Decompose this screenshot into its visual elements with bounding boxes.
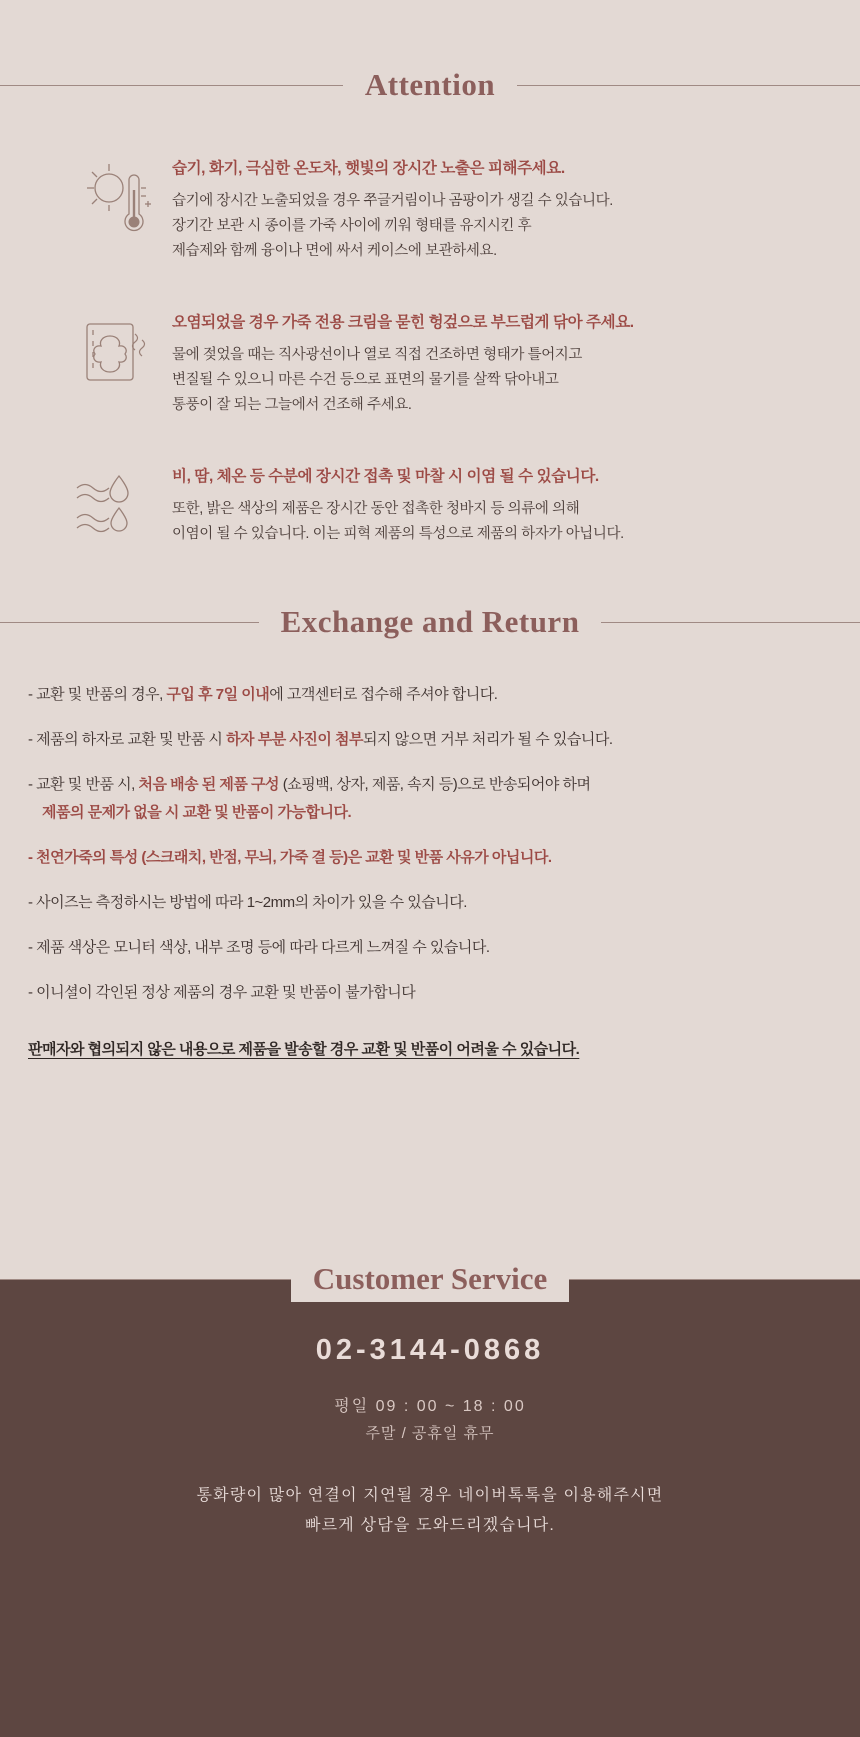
exchange-item-pre: - 교환 및 반품의 경우, — [28, 686, 167, 703]
cleaning-cloth-icon — [60, 310, 172, 396]
exchange-heading — [0, 599, 860, 645]
exchange-item-subline: 제품의 문제가 없을 시 교환 및 반품이 가능합니다. — [42, 804, 352, 821]
attention-item-line: 습기에 장시간 노출되었을 경우 쭈글거림이나 곰팡이가 생길 수 있습니다. — [172, 193, 613, 209]
attention-heading — [0, 62, 860, 108]
exchange-item: - 제품 색상은 모니터 색상, 내부 조명 등에 따라 다르게 느껴질 수 있습니다. — [28, 939, 490, 956]
exchange-section — [0, 599, 860, 1059]
customer-service-content — [0, 1334, 860, 1541]
sun-thermometer-icon — [60, 156, 172, 246]
customer-service-weekday-hours: 평일 09 : 00 ~ 18 : 00 — [334, 1398, 526, 1415]
exchange-list — [0, 683, 860, 1004]
attention-item-title: 비, 땀, 체온 등 수분에 장시간 접촉 및 마찰 시 이염 될 수 있습니다. — [172, 468, 599, 485]
customer-service-heading — [0, 1256, 860, 1302]
customer-service-message — [0, 1481, 860, 1541]
exchange-note: 판매자와 협의되지 않은 내용으로 제품을 발송할 경우 교환 및 반품이 어려울 수 있습니다. — [28, 1041, 580, 1058]
attention-item — [60, 310, 820, 418]
customer-service-phone[interactable]: 02-3144-0868 — [315, 1334, 545, 1366]
attention-item-line: 변질될 수 있으니 마른 수건 등으로 표면의 물기를 살짝 닦아내고 — [172, 372, 559, 388]
water-drop-icon — [60, 464, 172, 540]
attention-item-line: 물에 젖었을 때는 직사광선이나 열로 직접 건조하면 형태가 틀어지고 — [172, 347, 583, 363]
exchange-item-pre: - 교환 및 반품 시, — [28, 776, 139, 793]
customer-service-section — [0, 1224, 860, 1737]
exchange-item-highlight: 하자 부분 사진이 첨부 — [226, 731, 363, 748]
exchange-item: - 천연가죽의 특성 (스크래치, 반점, 무늬, 가죽 결 등)은 교환 및 반품 사유가 아닙니다. — [28, 849, 552, 866]
attention-section — [0, 0, 860, 547]
exchange-item-post: 에 고객센터로 접수해 주셔야 합니다. — [269, 686, 498, 703]
exchange-title: Exchange and Return — [259, 599, 602, 645]
exchange-item-highlight: 구입 후 7일 이내 — [166, 686, 270, 703]
customer-service-title: Customer Service — [291, 1256, 569, 1302]
attention-item-line: 제습제와 함께 융이나 면에 싸서 케이스에 보관하세요. — [172, 243, 497, 259]
exchange-item-post: 되지 않으면 거부 처리가 될 수 있습니다. — [362, 731, 613, 748]
attention-item-line: 또한, 밝은 색상의 제품은 장시간 동안 접촉한 청바지 등 의류에 의해 — [172, 501, 580, 517]
attention-item-body — [172, 464, 820, 547]
attention-list — [0, 156, 860, 547]
attention-item-line: 통풍이 잘 되는 그늘에서 건조해 주세요. — [172, 397, 412, 413]
exchange-item: - 이니셜이 각인된 정상 제품의 경우 교환 및 반품이 불가합니다 — [28, 984, 416, 1001]
attention-item-line: 장기간 보관 시 종이를 가죽 사이에 끼워 형태를 유지시킨 후 — [172, 218, 532, 234]
exchange-item — [28, 683, 832, 706]
attention-item-title: 오염되었을 경우 가죽 전용 크림을 묻힌 헝겊으로 부드럽게 닦아 주세요. — [172, 314, 634, 331]
exchange-item-pre: - 제품의 하자로 교환 및 반품 시 — [28, 731, 227, 748]
attention-item — [60, 464, 820, 547]
attention-item-body — [172, 310, 820, 418]
exchange-item: - 사이즈는 측정하시는 방법에 따라 1~2mm의 차이가 있을 수 있습니다. — [28, 894, 467, 911]
exchange-item-post: (쇼핑백, 상자, 제품, 속지 등)으로 반송되어야 하며 — [279, 776, 591, 793]
attention-item-body — [172, 156, 820, 264]
attention-item — [60, 156, 820, 264]
exchange-item — [28, 773, 832, 824]
attention-title: Attention — [343, 62, 517, 108]
customer-service-weekend-hours: 주말 / 공휴일 휴무 — [365, 1425, 495, 1442]
attention-item-line: 이염이 될 수 있습니다. 이는 피혁 제품의 특성으로 제품의 하자가 아닙니다. — [172, 526, 624, 542]
customer-service-message-line1: 통화량이 많아 연결이 지연될 경우 네이버톡톡을 이용해주시면 — [196, 1487, 664, 1504]
exchange-item — [28, 728, 832, 751]
exchange-item-highlight: 처음 배송 된 제품 구성 — [138, 776, 280, 793]
customer-service-message-line2: 빠르게 상담을 도와드리겠습니다. — [304, 1517, 556, 1534]
attention-item-title: 습기, 화기, 극심한 온도차, 햇빛의 장시간 노출은 피해주세요. — [172, 160, 565, 177]
